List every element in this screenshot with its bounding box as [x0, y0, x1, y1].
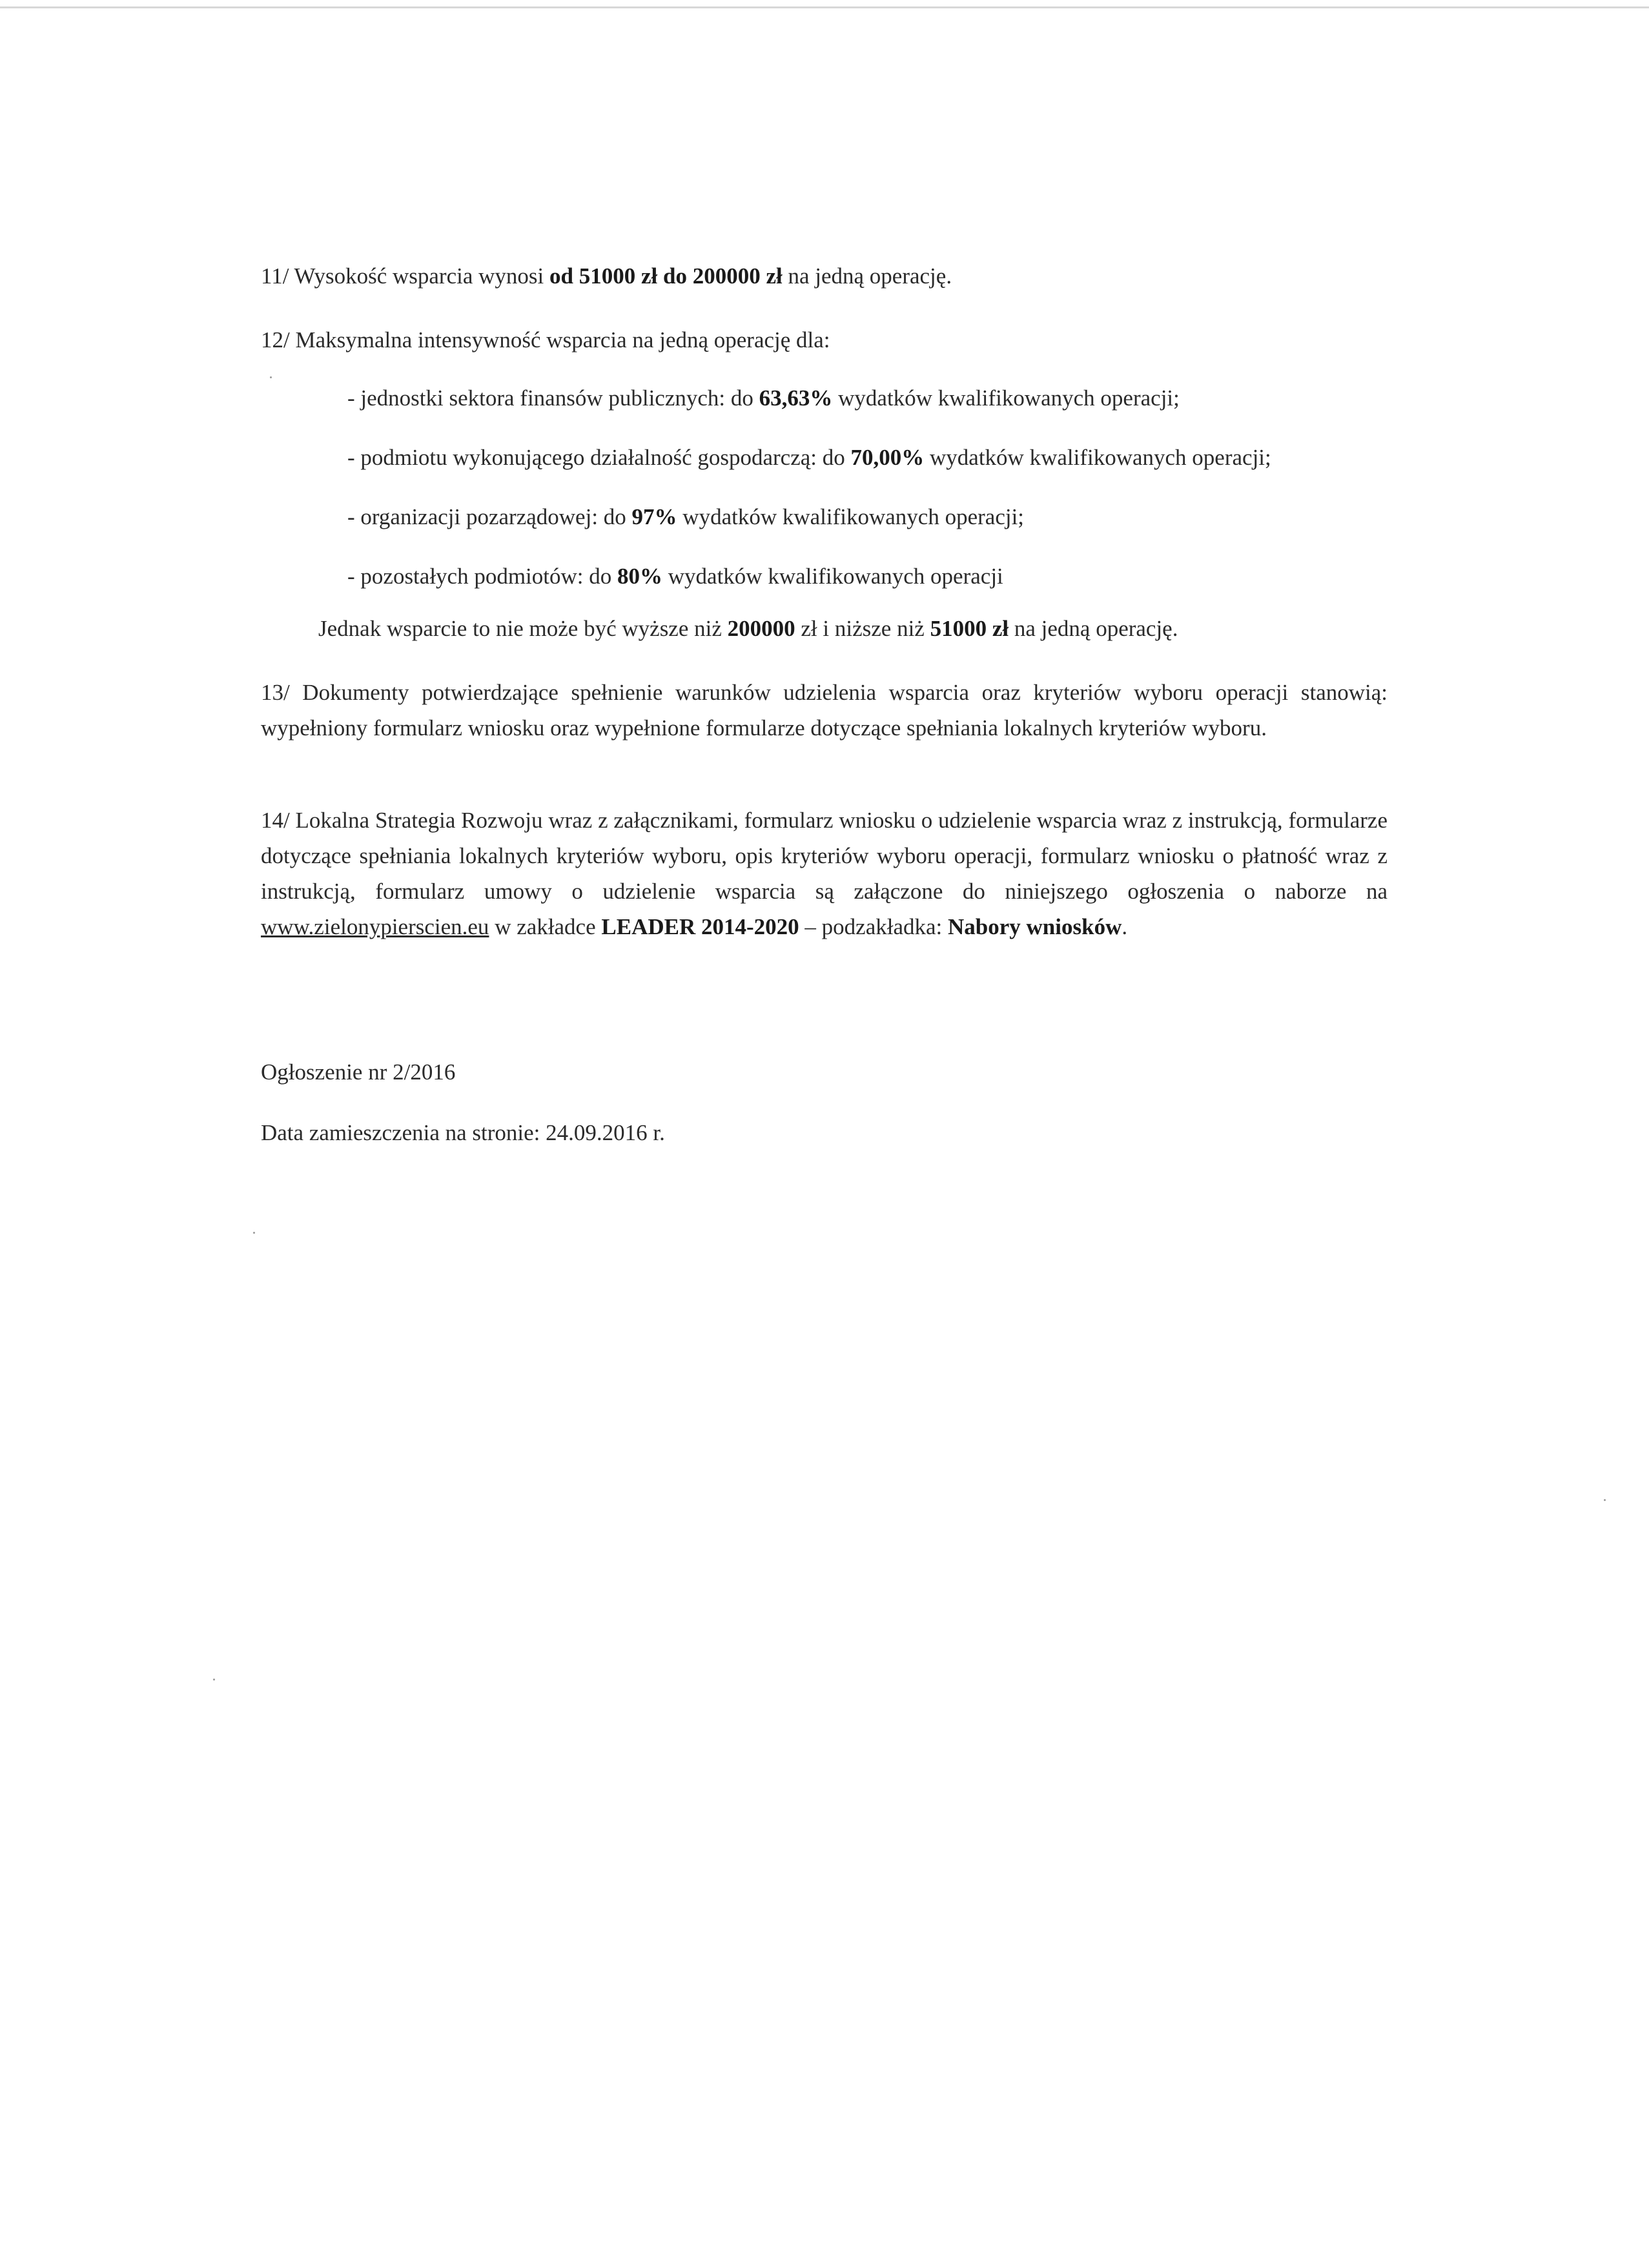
paragraph-11 [261, 258, 1388, 294]
limit-note-text: na jedną operację. [1009, 616, 1178, 641]
list-item-percent: 70,00% [850, 445, 925, 470]
list-item-suffix: wydatków kwalifikowanych operacji; [832, 385, 1180, 411]
scan-speck [1604, 1499, 1606, 1501]
scan-edge-line [0, 6, 1649, 8]
list-item-percent: 97% [631, 504, 677, 529]
limit-note-text: zł i niższe niż [795, 616, 930, 641]
list-item-text: - pozostałych podmiotów: do [347, 564, 618, 589]
list-item [347, 558, 1387, 618]
max-amount: 200000 [727, 616, 795, 641]
list-item-percent: 63,63% [759, 385, 833, 411]
paragraph-14-text: 14/ Lokalna Strategia Rozwoju wraz z załącznikami, formularz wniosku o udzielenie wsparcia wraz z instrukcją, formularze dotyczące spełniania lokalnych kryteriów wyboru, opis kryteriów wyboru operacji, formularz wniosku o płatność wraz z instrukcją, formularz umowy o udzielenie wsparcia są załączone do niniejszego ogłoszenia o naborze na [261, 808, 1388, 904]
list-item [347, 380, 1387, 440]
list-item-suffix: wydatków kwalifikowanych operacji [662, 564, 1003, 589]
paragraph-14-text: . [1122, 914, 1128, 939]
paragraph-14-text: – podzakładka: [799, 914, 948, 939]
limit-note [318, 611, 1388, 646]
leader-tab-name: LEADER 2014-2020 [601, 914, 799, 939]
list-item-text: - jednostki sektora finansów publicznych: do [347, 385, 759, 411]
paragraph-13: 13/ Dokumenty potwierdzające spełnienie warunków udzielenia wsparcia oraz kryteriów wyboru operacji stanowią: wypełniony formularz wniosku oraz wypełnione formularze dotyczące spełniania lokalnych kryteriów wyboru. [261, 680, 1388, 741]
support-amount-range: od 51000 zł do 200000 zł [549, 263, 783, 289]
scan-speck [270, 376, 272, 378]
paragraph-14 [261, 802, 1388, 945]
paragraph-12: 12/ Maksymalna intensywność wsparcia na jedną operację dla: [261, 327, 830, 352]
list-item-percent: 80% [617, 564, 663, 589]
limit-note-text: Jednak wsparcie to nie może być wyższe niż [318, 616, 728, 641]
list-item-suffix: wydatków kwalifikowanych operacji; [677, 504, 1025, 529]
scan-speck [253, 1232, 255, 1234]
list-item [347, 499, 1387, 558]
announcement-number: Ogłoszenie nr 2/2016 [261, 1059, 456, 1085]
website-link[interactable]: www.zielonypierscien.eu [261, 914, 489, 939]
scan-speck [213, 1679, 215, 1681]
paragraph-14-text: w zakładce [489, 914, 602, 939]
subtab-name: Nabory wniosków [948, 914, 1122, 939]
paragraph-11-text: 11/ Wysokość wsparcia wynosi [261, 263, 550, 289]
min-amount: 51000 zł [930, 616, 1009, 641]
list-item-text: - podmiotu wykonującego działalność gospodarczą: do [347, 445, 851, 470]
list-item-suffix: wydatków kwalifikowanych operacji; [924, 445, 1271, 470]
list-item-text: - organizacji pozarządowej: do [347, 504, 632, 529]
publication-date: Data zamieszczenia na stronie: 24.09.2016 r. [261, 1120, 665, 1145]
paragraph-11-suffix: na jedną operację. [782, 263, 952, 289]
list-item [347, 440, 1387, 499]
intensity-list [347, 380, 1387, 618]
